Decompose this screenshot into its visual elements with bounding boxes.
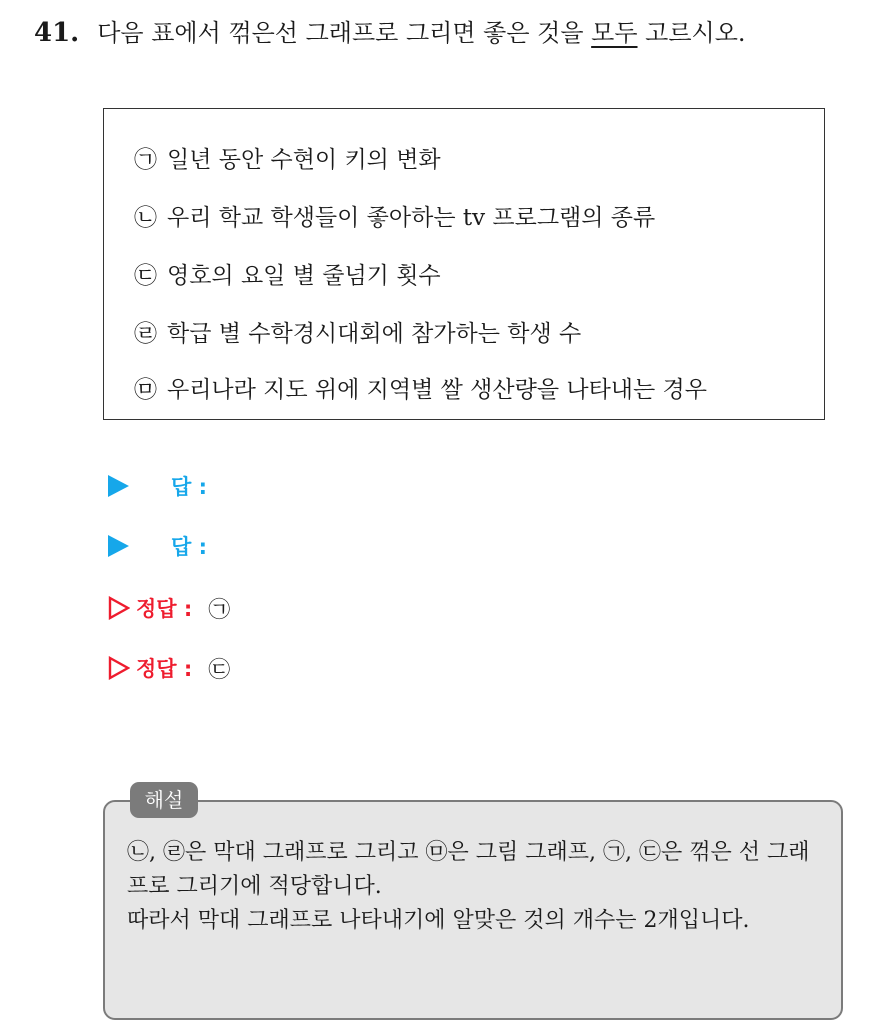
option-text: 일년 동안 수현이 키의 변화 <box>167 147 441 173</box>
question-emphasis: 모두 <box>591 19 638 47</box>
option-item <box>134 261 441 291</box>
answer-label: 답 : <box>171 475 207 499</box>
correct-answer-label: 정답 : <box>136 657 193 681</box>
question-number: 41. <box>34 18 80 48</box>
explanation-line: 따라서 막대 그래프로 나타내기에 알맞은 것의 개수는 2개입니다. <box>127 908 750 933</box>
correct-answer-value: ㉠ <box>208 597 231 623</box>
option-marker: ㉣ <box>134 321 157 347</box>
option-item <box>134 375 707 405</box>
option-text: 우리 학교 학생들이 좋아하는 tv 프로그램의 종류 <box>167 205 656 231</box>
answer-row <box>108 528 207 564</box>
option-marker: ㉤ <box>134 377 157 403</box>
option-item <box>134 145 441 175</box>
correct-answer-row <box>108 590 230 626</box>
explanation-box <box>103 800 843 1020</box>
explanation-tag: 해설 <box>130 782 198 818</box>
option-text: 우리나라 지도 위에 지역별 쌀 생산량을 나타내는 경우 <box>167 377 707 403</box>
options-box <box>103 108 825 420</box>
question-text-after: 고르시오. <box>637 19 746 47</box>
question-text-before: 다음 표에서 꺾은선 그래프로 그리면 좋은 것을 <box>97 19 592 47</box>
correct-answer-row <box>108 650 230 686</box>
option-item <box>134 319 581 349</box>
red-triangle-outline-icon <box>108 596 130 620</box>
correct-answer-label: 정답 : <box>136 597 193 621</box>
option-marker: ㉡ <box>134 205 157 231</box>
blue-triangle-icon <box>108 535 129 557</box>
option-marker: ㉠ <box>134 147 157 173</box>
option-marker: ㉢ <box>134 263 157 289</box>
correct-answer-value: ㉢ <box>208 657 231 683</box>
blue-triangle-icon <box>108 475 129 497</box>
answer-label: 답 : <box>171 535 207 559</box>
red-triangle-outline-icon <box>108 656 130 680</box>
explanation-line: ㉡, ㉣은 막대 그래프로 그리고 ㉤은 그림 그래프, ㉠, ㉢은 꺾은 선 그래프로 그리기에 적당합니다. <box>127 840 810 899</box>
question-text <box>34 16 746 50</box>
answer-row <box>108 468 207 504</box>
option-text: 영호의 요일 별 줄넘기 횟수 <box>167 263 441 289</box>
option-text: 학급 별 수학경시대회에 참가하는 학생 수 <box>167 321 582 347</box>
option-item <box>134 203 655 233</box>
